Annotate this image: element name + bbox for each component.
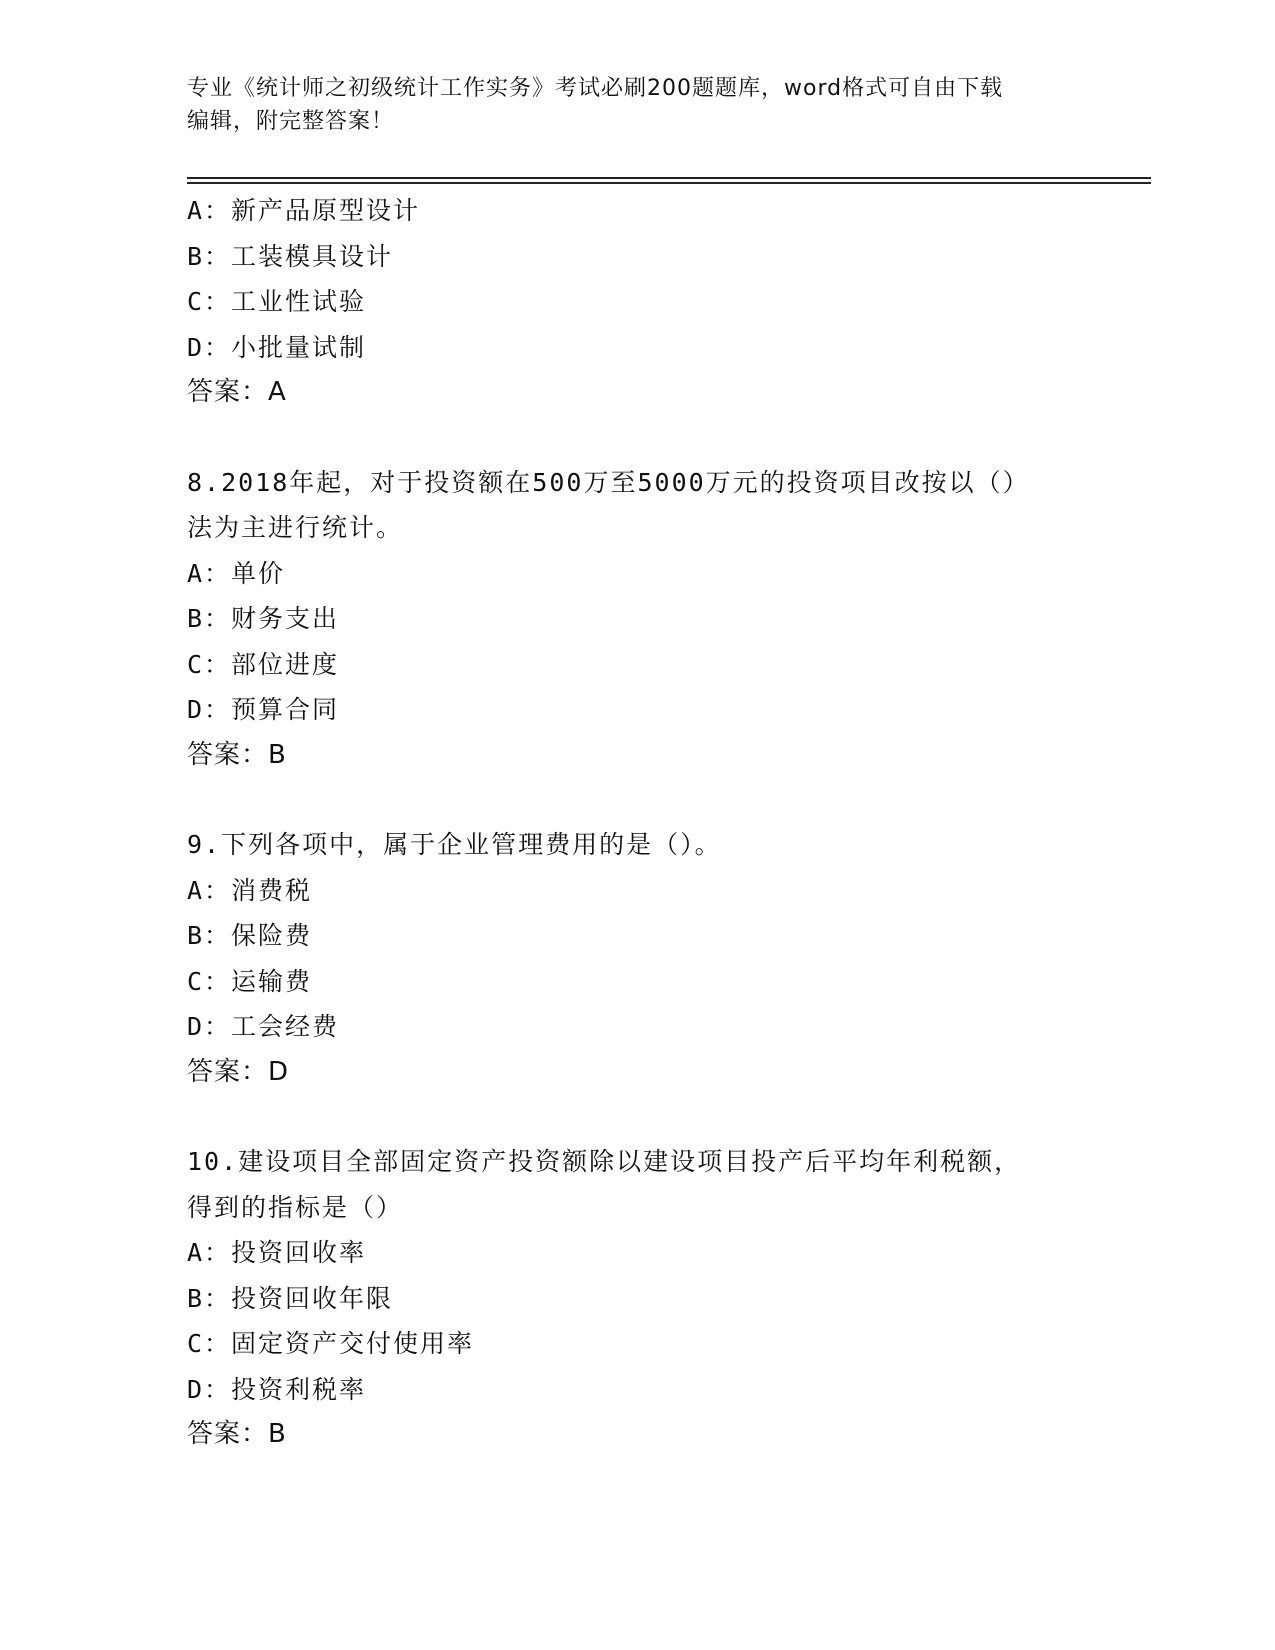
q10-option-d: D：投资利税率 bbox=[187, 1374, 367, 1404]
header-line-2: 编辑，附完整答案！ bbox=[187, 109, 395, 134]
question-8-block bbox=[187, 460, 1107, 779]
q10-option-c: C：固定资产交付使用率 bbox=[187, 1329, 475, 1358]
q10-answer: 答案：B bbox=[187, 1419, 287, 1449]
q8-option-c: C：部位进度 bbox=[187, 649, 340, 679]
header-divider-top bbox=[187, 177, 1151, 179]
q9-option-b: B：保险费 bbox=[187, 921, 313, 950]
q8-option-b: B：财务支出 bbox=[187, 604, 340, 633]
header-divider-bottom bbox=[187, 182, 1151, 184]
q10-option-b: B：投资回收年限 bbox=[187, 1283, 394, 1313]
spacer bbox=[187, 1095, 1107, 1139]
q7-answer: 答案：A bbox=[187, 377, 287, 407]
spacer bbox=[187, 778, 1107, 822]
q8-option-d: D：预算合同 bbox=[187, 695, 340, 724]
q8-stem-line-2: 法为主进行统计。 bbox=[187, 513, 404, 542]
q10-option-a: A：投资回收率 bbox=[187, 1238, 367, 1267]
q9-answer: 答案：D bbox=[187, 1056, 290, 1087]
q7-option-b: B：工装模具设计 bbox=[187, 241, 394, 271]
spacer bbox=[187, 416, 1107, 460]
question-10-block bbox=[187, 1139, 1107, 1458]
q10-stem-line-2: 得到的指标是（） bbox=[187, 1192, 404, 1222]
q10-stem-line-1: 10.建设项目全部固定资产投资额除以建设项目投产后平均年利税额， bbox=[187, 1147, 1022, 1176]
q8-option-a: A：单价 bbox=[187, 558, 286, 588]
q7-option-d: D：小批量试制 bbox=[187, 332, 367, 362]
q9-option-a: A：消费税 bbox=[187, 875, 313, 905]
q9-option-c: C：运输费 bbox=[187, 966, 313, 996]
q7-option-a: A：新产品原型设计 bbox=[187, 196, 421, 225]
q9-stem-line-1: 9.下列各项中，属于企业管理费用的是（）。 bbox=[187, 830, 722, 859]
q8-stem-line-1: 8.2018年起，对于投资额在500万至5000万元的投资项目改按以（） bbox=[187, 467, 1030, 497]
question-7-block bbox=[187, 188, 1107, 416]
q8-answer: 答案：B bbox=[187, 739, 287, 770]
question-9-block bbox=[187, 822, 1107, 1095]
q7-option-c: C：工业性试验 bbox=[187, 287, 367, 316]
q9-option-d: D：工会经费 bbox=[187, 1012, 340, 1041]
question-list bbox=[187, 188, 1107, 1458]
document-header bbox=[187, 72, 1067, 138]
header-line-1: 专业《统计师之初级统计工作实务》考试必刷200题题库，word格式可自由下载 bbox=[187, 76, 1004, 101]
